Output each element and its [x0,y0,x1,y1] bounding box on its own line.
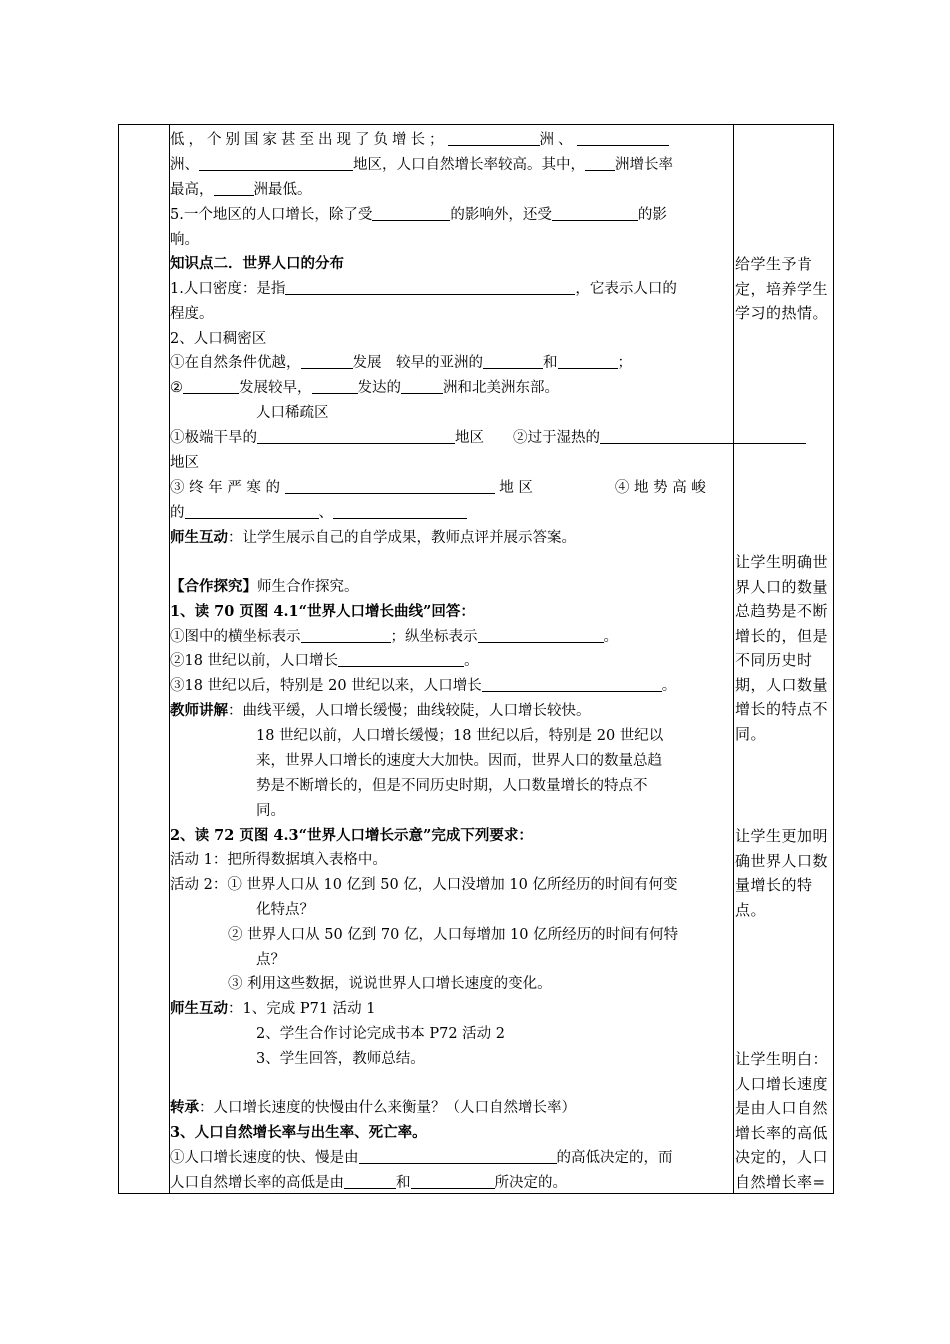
column-divider-right [733,125,734,1193]
blank [301,353,353,369]
sparse-line-1: ①极端干旱的 地区 ②过于湿热的 [170,426,806,450]
interaction-line-2: 师生互动：1、完成 P71 活动 1 [170,1000,376,1017]
blank [185,503,319,519]
blank [333,503,467,519]
sparse-area-heading: 人口稀疏区 [256,405,329,421]
blank [585,155,615,171]
line-5: 响。 [170,232,199,248]
section-heading-2: 知识点二．世界人口的分布 [170,255,344,272]
blank [214,180,254,196]
density-line: 1.人口密度：是指 ，它表示人口的 [170,281,677,297]
design-note-2: 让学生明确世界人口的数量总趋势是不断增长的，但是不同历史时期，人口数量增长的特点不同。 [735,553,829,743]
blank [285,478,495,494]
blank [257,428,455,444]
blank [448,130,540,146]
sparse-line-3: ③ 终 年 严 寒 的 地 区 ④ 地 势 高 峻 [170,480,706,496]
transition-line: 转承：人口增长速度的快慢由什么来衡量？（人口自然增长率） [170,1099,576,1116]
blank [372,205,450,221]
blank [401,378,443,394]
activity-2c: ③ 利用这些数据，说说世界人口增长速度的变化。 [228,976,552,992]
blank [199,155,353,171]
teacher-explain-4: 势是不断增长的，但是不同历史时期，人口数量增长的特点不 [256,778,648,794]
design-note-1: 给学生予肯定，培养学生学习的热情。 [735,255,829,322]
line-1: 低，个别国家甚至出现了负增长； 洲、 [170,128,669,152]
blank [600,428,806,444]
sparse-line-4: 的 、 [170,501,467,525]
blank [301,627,391,643]
blank [577,130,669,146]
interaction-line-4: 3、学生回答，教师总结。 [256,1051,425,1067]
activity-1: 活动 1：把所得数据填入表格中。 [170,852,387,868]
question-2: 2、读 72 页图 4.3“世界人口增长示意”完成下列要求： [170,827,533,844]
line-4: 5.一个地区的人口增长，除了受 的影响外，还受 的影 [170,207,667,223]
question-3: 3、人口自然增长率与出生率、死亡率。 [170,1124,427,1141]
teacher-explain-5: 同。 [256,803,285,819]
blank [285,279,575,295]
sparse-line-2: 地区 [170,455,199,471]
blank [411,1173,495,1189]
blank [359,1148,557,1164]
teacher-explain-2: 18 世纪以前，人口增长缓慢；18 世纪以后，特别是 20 世纪以 [256,728,664,744]
dense-area-heading: 2、人口稠密区 [170,331,267,347]
question-1b: ②18 世纪以前，人口增长 。 [170,653,479,669]
line-2: 洲、 地区，人口自然增长率较高。其中， 洲增长率 [170,157,673,173]
question-1a: ①图中的横坐标表示 ；纵坐标表示 。 [170,629,618,645]
blank [483,353,543,369]
blank [338,651,464,667]
question-1c: ③18 世纪以后，特别是 20 世纪以来，人口增长 。 [170,678,677,694]
blank [552,205,638,221]
blank [344,1173,396,1189]
blank [558,353,618,369]
teacher-explain-3: 来，世界人口增长的速度大大加快。因而，世界人口的数量总趋 [256,753,662,769]
dense-line-1: ①在自然条件优越， 发展 较早的亚洲的 和 ； [170,355,632,371]
activity-2a: 活动 2：① 世界人口从 10 亿到 50 亿，人口没增加 10 亿所经历的时间有何变 [170,877,678,893]
activity-2b-cont: 点？ [256,952,285,968]
blank [478,627,604,643]
blank [482,676,662,692]
question-1: 1、读 70 页图 4.1“世界人口增长曲线”回答： [170,603,475,620]
activity-2b: ② 世界人口从 50 亿到 70 亿，人口每增加 10 亿所经历的时间有何特 [228,927,679,943]
blank [183,378,239,394]
teacher-explain-1: 教师讲解：曲线平缓，人口增长缓慢；曲线较陡，人口增长较快。 [170,702,591,719]
activity-2a-cont: 化特点？ [256,902,314,918]
cooperative-heading: 【合作探究】师生合作探究。 [170,578,359,595]
dense-line-2: ② 发展较早， 发达的 洲和北美洲东部。 [170,380,559,396]
design-note-3: 让学生更加明确世界人口数量增长的特点。 [735,827,829,919]
design-note-4: 让学生明白：人口增长速度是由人口自然增长率的高低决定的，人口自然增长率= [735,1050,829,1191]
line-3: 最高， 洲最低。 [170,182,312,198]
density-line-2: 程度。 [170,306,214,322]
interaction-line-1: 师生互动：让学生展示自己的自学成果，教师点评并展示答案。 [170,529,576,546]
blank [312,378,358,394]
interaction-line-3: 2、学生合作讨论完成书本 P72 活动 2 [256,1026,505,1042]
lesson-table [118,124,834,1194]
question-3b: 人口自然增长率的高低是由 和 所决定的。 [170,1175,567,1191]
question-3a: ①人口增长速度的快、慢是由 的高低决定的，而 [170,1150,673,1166]
